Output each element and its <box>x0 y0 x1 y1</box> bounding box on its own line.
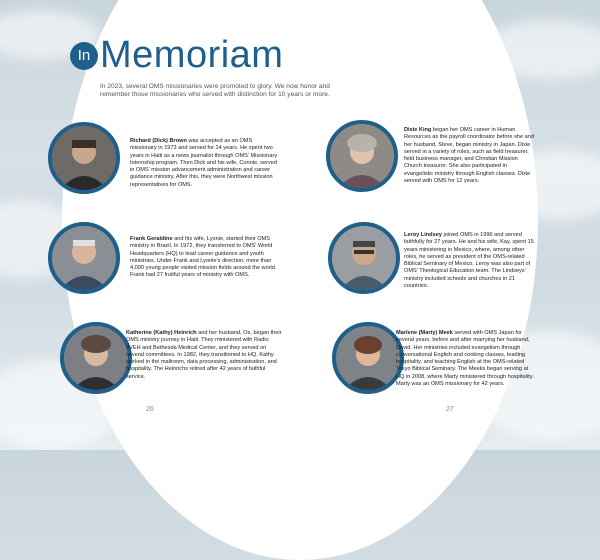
page-number-left: 26 <box>146 406 154 413</box>
portrait-kathy-heinrich <box>60 322 132 394</box>
in-badge: In <box>70 42 98 70</box>
bio-text: and his wife, Lyonie, started their OMS ministry in Brazil. In 1972, they transferred to OMS' World Headquarters (HQ) to lead career guidance and youth ministries. Under Frank and Lyonie's direction, more than 4,000 young people visited mission fields around the world. Frank had 27 fruitful years of ministry with OMS. <box>130 236 277 279</box>
bio-text: began her OMS career in Human Resources as the payroll coordinator before she and her husband, Steve, began ministry in Japan. Dixie served in a variety of roles, such as field treasurer, field business manager, and Christian Mission Church treasurer. She also participated in evangelistic ministry through English classes. Dixie served with OMS for 12 years. <box>404 127 534 185</box>
bio-marty-meek <box>396 330 538 388</box>
portrait-leroy-lindsey <box>328 222 400 294</box>
bio-dixie-king <box>404 127 534 185</box>
intro-text: In 2023, several OMS missionaries were promoted to glory. We now honor and remember those missionaries who served with distinction for 10 years or more. <box>100 83 330 98</box>
bio-kathy-heinrich <box>126 330 284 381</box>
bio-frank-geraldine <box>130 236 282 280</box>
portrait-dick-brown <box>48 122 120 194</box>
bio-text: was accepted as an OMS missionary in 1973 and served for 14 years. He spent two years in Haiti as a news journalist through OMS' Missionary Internship program. Then Dick and his wife, Connie, served in OMS' mission advancement administration and career guidance ministry. After this, they were Northwest mission representatives for OMS. <box>130 138 278 188</box>
bio-name: Katherine (Kathy) Heinrich <box>126 330 197 336</box>
portrait-dixie-king <box>326 120 398 192</box>
bio-name: Marlene (Marty) Meek <box>396 330 453 336</box>
bio-name: Richard (Dick) Brown <box>130 138 187 144</box>
bio-text: served with OMS Japan for several years, before and after marrying her husband, David. Her ministries included evangelism through conversational English and cooking classes, leading hospitality, and teaching English at the OMS-related Tokyo Biblical Seminary. The Meeks began serving at HQ in 2008, where Marty ministered through hospitality. Marty was an OMS missionary for 42 years. <box>396 330 534 388</box>
bio-name: Frank Geraldine <box>130 236 173 242</box>
portrait-marty-meek <box>332 322 404 394</box>
page-title: Memoriam <box>100 34 284 76</box>
bio-leroy-lindsey <box>404 232 536 290</box>
portrait-frank-geraldine <box>48 222 120 294</box>
bio-text: and her husband, Os, began their OMS ministry journey in Haiti. They ministered with Radio 4VEH and Bethesda Medical Center, and they served on several committees. In 1982, they transitioned to HQ. Kathy worked in the mailroom, data processing, administration, and hospitality. The Heinrichs retired after 42 years of faithful service. <box>126 330 282 380</box>
bio-text: joined OMS in 1996 and served faithfully for 27 years. He and his wife, Kay, spent 15 years ministering in Mexico, where, among other roles, he served as president of the OMS-related Biblical Seminary of Mexico. Leroy was also part of OMS' Theological Education team. The Lindseys' ministry included schools and churches in 21 countries. <box>404 232 534 290</box>
bio-name: Leroy Lindsey <box>404 232 442 238</box>
bio-name: Dixie King <box>404 127 432 133</box>
page-number-right: 27 <box>446 406 454 413</box>
bio-dick-brown <box>130 138 280 189</box>
